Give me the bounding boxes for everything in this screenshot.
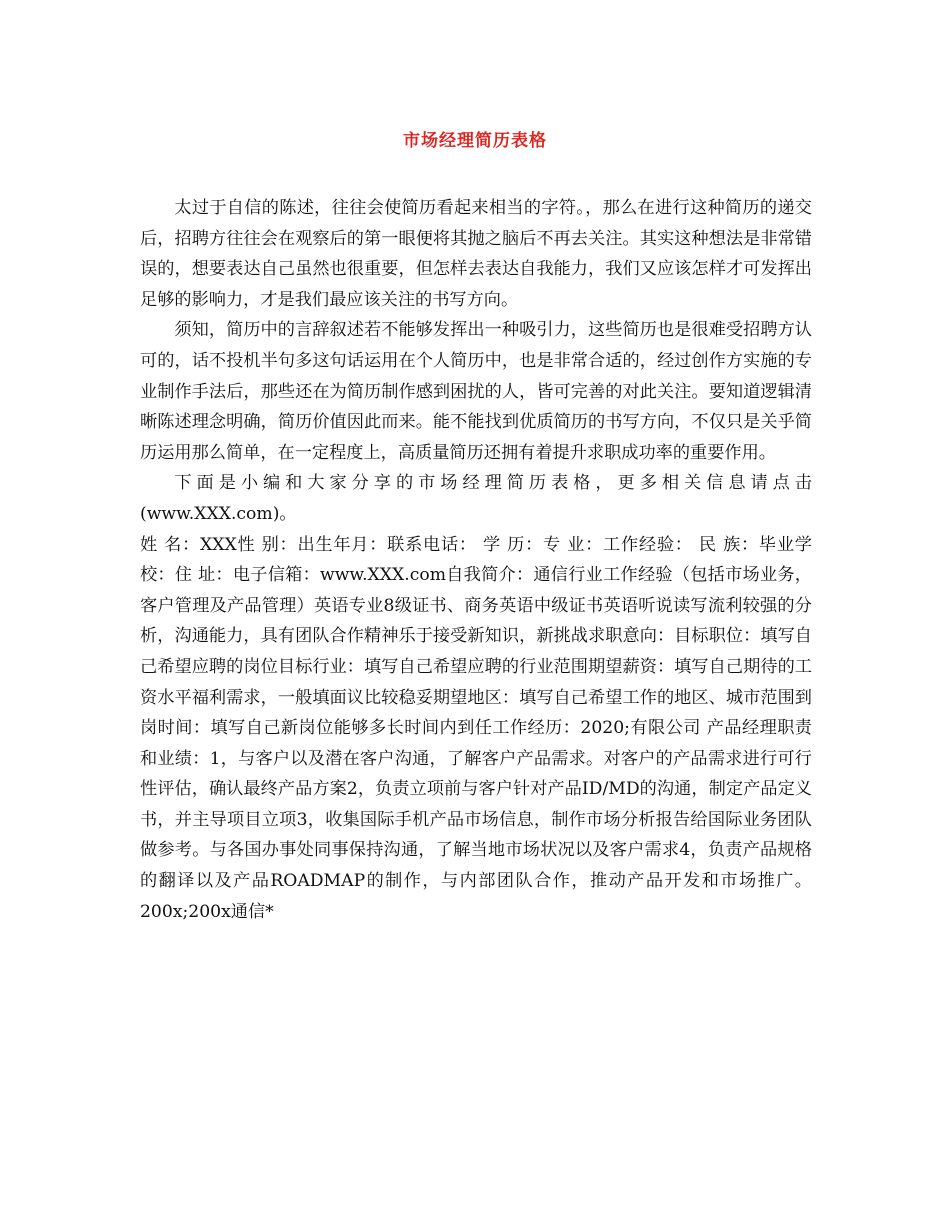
paragraph-share: 下面是小编和大家分享的市场经理简历表格，更多相关信息请点击(www.XXX.com)。 [140,473,812,524]
paragraph-intro: 太过于自信的陈述，往往会使简历看起来相当的字符。，那么在进行这种简历的递交后，招聘方往往会在观察后的第一眼便将其抛之脑后不再去关注。其实这种想法是非常错误的，想要表达自己虽然也很重要，但怎样去表达自我能力，我们又应该怎样才可发挥出足够的影响力，才是我们最应该关注的书写方向。 [140,198,812,310]
paragraph-advice: 须知，简历中的言辞叙述若不能够发挥出一种吸引力，这些简历也是很难受招聘方认可的，话不投机半句多这句话运用在个人简历中，也是非常合适的，经过创作方实施的专业制作手法后，那些还在为简历制作感到困扰的人，皆可完善的对此关注。要知道逻辑清晰陈述理念明确，简历价值因此而来。能不能找到优质简历的书写方向，不仅只是关乎简历运用那么简单，在一定程度上，高质量简历还拥有着提升求职成功率的重要作用。 [140,320,812,463]
page-title: 市场经理简历表格 [403,131,547,151]
document-body [140,193,812,927]
paragraph-resume-form: 姓 名：XXX性 别：出生年月：联系电话： 学 历：专 业：工作经验： 民 族：毕业学校：住 址：电子信箱：www.XXX.com自我简介：通信行业工作经验（包括市场业务，客户管理及产品管理）英语专业8级证书、商务英语中级证书英语听说读写流利较强的分析，沟通能力，具有团队合作精神乐于接受新知识，新挑战求职意向：目标职位：填写自己希望应聘的岗位目标行业：填写自己希望应聘的行业范围期望薪资：填写自己期待的工资水平福利需求，一般填面议比较稳妥期望地区：填写自己希望工作的地区、城市范围到岗时间：填写自己新岗位能够多长时间内到任工作经历：2020;有限公司 产品经理职责和业绩：1，与客户以及潜在客户沟通，了解客户产品需求。对客户的产品需求进行可行性评估，确认最终产品方案2，负责立项前与客户针对产品ID/MD的沟通，制定产品定义书，并主导项目立项3，收集国际手机产品市场信息，制作市场分析报告给国际业务团队做参考。与各国办事处同事保持沟通，了解当地市场状况以及客户需求4，负责产品规格的翻译以及产品ROADMAP的制作，与内部团队合作，推动产品开发和市场推广。200x;200x通信* [140,534,812,922]
